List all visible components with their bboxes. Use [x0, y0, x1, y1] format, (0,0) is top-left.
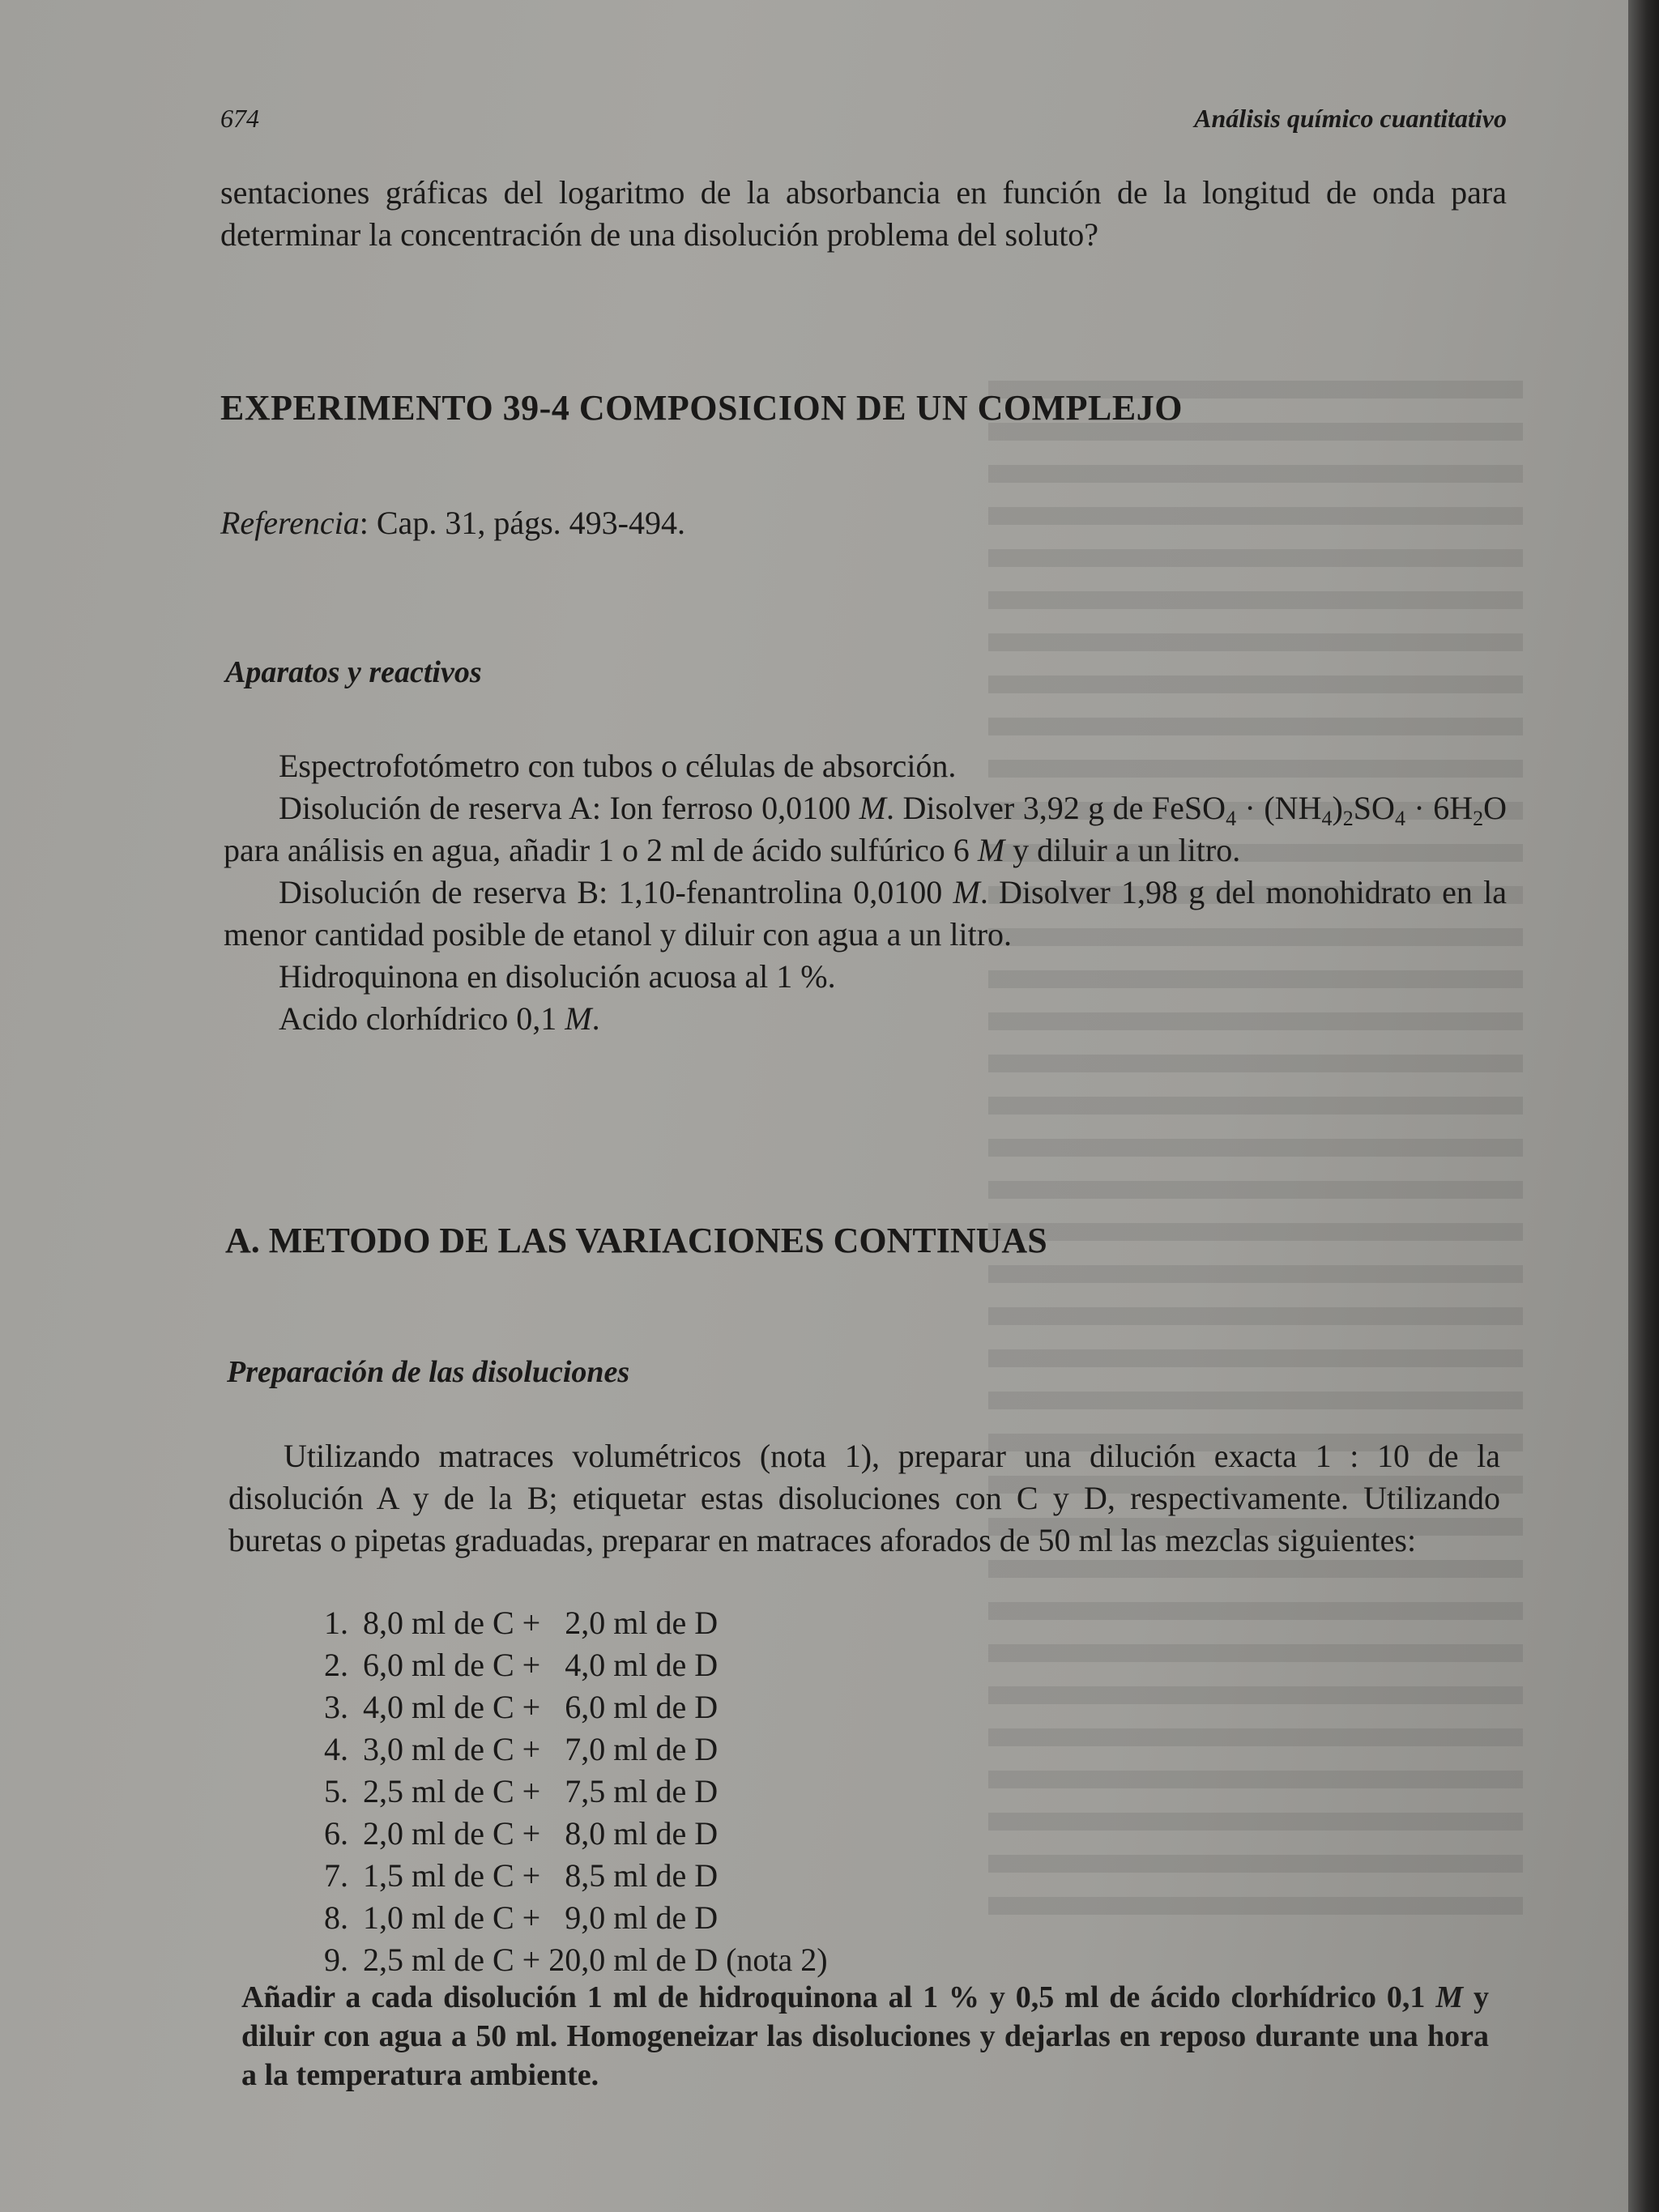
reagents-list	[224, 745, 1507, 1040]
reference-text: : Cap. 31, págs. 493-494.	[359, 505, 685, 541]
list-item: 4. 3,0 ml de C + 7,0 ml de D	[324, 1731, 719, 1767]
intro-paragraph: sentaciones gráficas del logaritmo de la absorbancia en función de la longitud de onda para determinar la concentración de una disolución problema del soluto?	[220, 174, 1507, 253]
mixtures-list	[274, 1602, 1003, 1981]
page-number: 674	[220, 104, 259, 133]
reagent-stock-a: Disolución de reserva A: Ion ferroso 0,0100 M. Disolver 3,92 g de FeSO$_4$ · $(NH_4)_2SO_4 \cdot 6H_2O$ para análisis en agua, añadir 1 o 2 ml de ácido sulfúrico 6 M y diluir a un litro.	[224, 790, 1508, 868]
list-item: 8. 1,0 ml de C + 9,0 ml de D	[324, 1899, 719, 1936]
reagent-spectrophotometer: Espectrofotómetro con tubos o células de absorción.	[279, 748, 957, 784]
apparatus-heading: Aparatos y reactivos	[225, 655, 482, 689]
book-spine-shadow	[1628, 0, 1659, 2212]
method-heading: A. METODO DE LAS VARIACIONES CONTINUAS	[225, 1221, 1047, 1260]
preparation-heading: Preparación de las disoluciones	[227, 1355, 630, 1389]
reference-line	[220, 504, 685, 542]
list-item: 6. 2,0 ml de C + 8,0 ml de D	[324, 1815, 719, 1852]
experiment-heading: EXPERIMENTO 39-4 COMPOSICION DE UN COMPLEJO	[220, 388, 1183, 428]
list-item: 5. 2,5 ml de C + 7,5 ml de D	[324, 1773, 719, 1809]
show-through-text	[988, 381, 1523, 1920]
list-item: 1. 8,0 ml de C + 2,0 ml de D	[324, 1605, 719, 1641]
list-item: 7. 1,5 ml de C + 8,5 ml de D	[324, 1857, 719, 1894]
page-header	[220, 104, 1507, 144]
running-head: Análisis químico cuantitativo	[1194, 104, 1507, 133]
reagent-hcl: Acido clorhídrico 0,1 M.	[279, 1000, 600, 1037]
reference-label: Referencia	[220, 505, 360, 541]
list-item: 2. 6,0 ml de C + 4,0 ml de D	[324, 1647, 719, 1683]
procedure-paragraph: Utilizando matraces volumétricos (nota 1), preparar una dilución exacta 1 : 10 de la disolución A y de la B; etiquetar estas disoluciones con C y D, respectivamente. Utilizando buretas o pipetas graduadas, preparar en matraces aforados de 50 ml las mezclas siguientes:	[228, 1438, 1500, 1558]
list-item: 3. 4,0 ml de C + 6,0 ml de D	[324, 1689, 719, 1725]
list-item: 9. 2,5 ml de C + 20,0 ml de D (nota 2)	[324, 1941, 828, 1978]
reagent-stock-b: Disolución de reserva B: 1,10-fenantrolina 0,0100 M. Disolver 1,98 g del monohidrato en la menor cantidad posible de etanol y diluir con agua a un litro.	[224, 874, 1508, 953]
reagent-hydroquinone: Hidroquinona en disolución acuosa al 1 %.	[279, 958, 836, 995]
final-instructions: Añadir a cada disolución 1 ml de hidroquinona al 1 % y 0,5 ml de ácido clorhídrico 0,1 M y diluir con agua a 50 ml. Homogeneizar las disoluciones y dejarlas en reposo durante una hora a la temperatura ambiente.	[241, 1980, 1490, 2092]
